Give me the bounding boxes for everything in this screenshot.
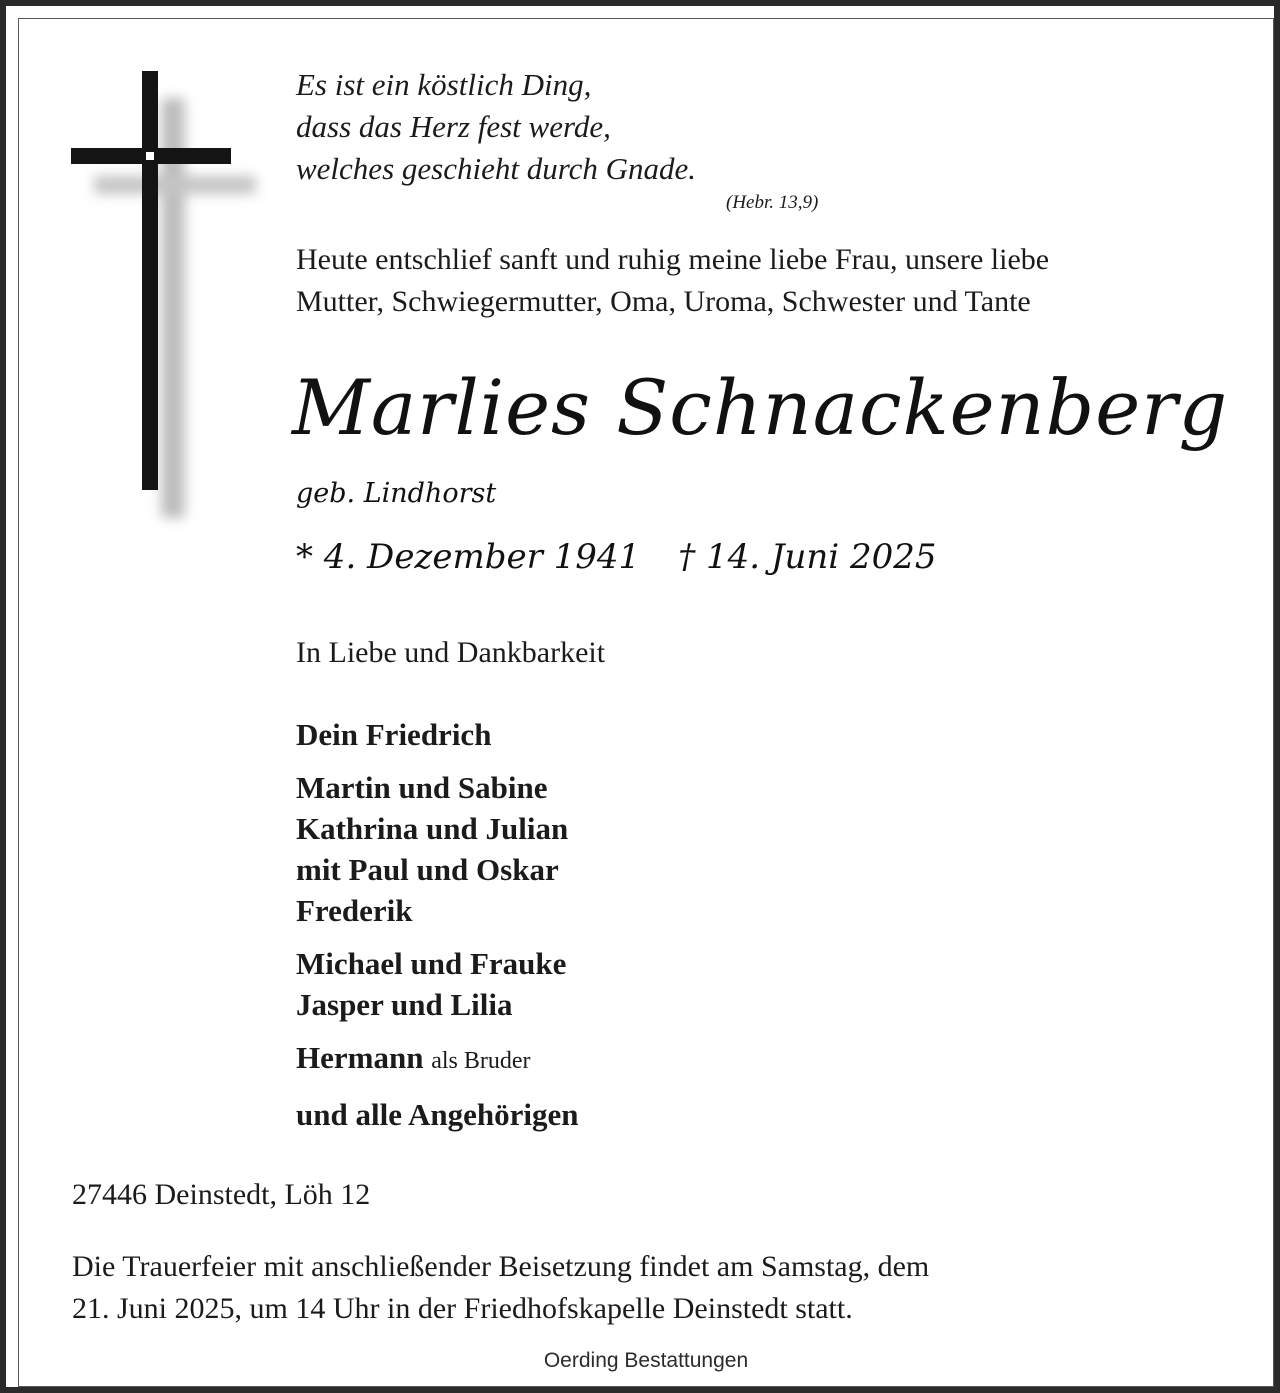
mourner-line: Kathrina und Julian [296, 811, 569, 846]
mourner-group-relatives [296, 1094, 996, 1135]
mourner-group-family-1 [296, 767, 996, 931]
bible-verse [296, 64, 856, 213]
relation-note: als Bruder [431, 1048, 531, 1074]
mourner-line: Jasper und Lilia [296, 987, 513, 1022]
mourner-line [296, 1037, 996, 1082]
mourner-line: Frederik [296, 893, 413, 928]
deceased-name: Marlies Schnackenberg [292, 363, 1229, 452]
life-dates [296, 534, 937, 580]
intro-line-2: Mutter, Schwiegermutter, Oma, Uroma, Schwester und Tante [296, 285, 1031, 318]
mourner-line: Martin und Sabine [296, 770, 548, 805]
verse-line-3: welches geschieht durch Gnade. [296, 151, 697, 186]
dedication: In Liebe und Dankbarkeit [296, 636, 606, 669]
funeral-home: Oerding Bestattungen [543, 1349, 749, 1372]
mourner-name: Hermann [296, 1040, 424, 1075]
ceremony-line-1: Die Trauerfeier mit anschließender Beisetzung findet am Samstag, dem [72, 1250, 930, 1283]
mourner-line: Michael und Frauke [296, 946, 567, 981]
birth-date: * 4. Dezember 1941 [296, 537, 641, 577]
address: 27446 Deinstedt, Löh 12 [72, 1178, 371, 1211]
verse-line-1: Es ist ein köstlich Ding, [296, 67, 592, 102]
mourner-group-sibling [296, 1037, 996, 1082]
mourner-line: Dein Friedrich [296, 717, 492, 752]
mourner-line: mit Paul und Oskar [296, 852, 559, 887]
announcement-intro [296, 239, 1236, 323]
ceremony-line-2: 21. Juni 2025, um 14 Uhr in der Friedhofskapelle Deinstedt statt. [72, 1292, 853, 1325]
ceremony-info [72, 1246, 1222, 1330]
cross-icon [66, 68, 266, 528]
verse-line-2: dass das Herz fest werde, [296, 109, 611, 144]
verse-reference: (Hebr. 13,9) [726, 192, 819, 213]
intro-line-1: Heute entschlief sanft und ruhig meine liebe Frau, unsere liebe [296, 243, 1050, 276]
mourner-line: und alle Angehörigen [296, 1097, 579, 1132]
mourner-group-spouse [296, 714, 996, 755]
mourner-group-family-2 [296, 943, 996, 1025]
death-date: † 14. Juni 2025 [678, 537, 937, 577]
cross-vertical-bar [142, 71, 158, 490]
cross-shadow-horizontal [94, 176, 256, 194]
cross-center-highlight [146, 152, 154, 160]
maiden-name: geb. Lindhorst [296, 478, 497, 509]
mourners-list [296, 714, 996, 1147]
